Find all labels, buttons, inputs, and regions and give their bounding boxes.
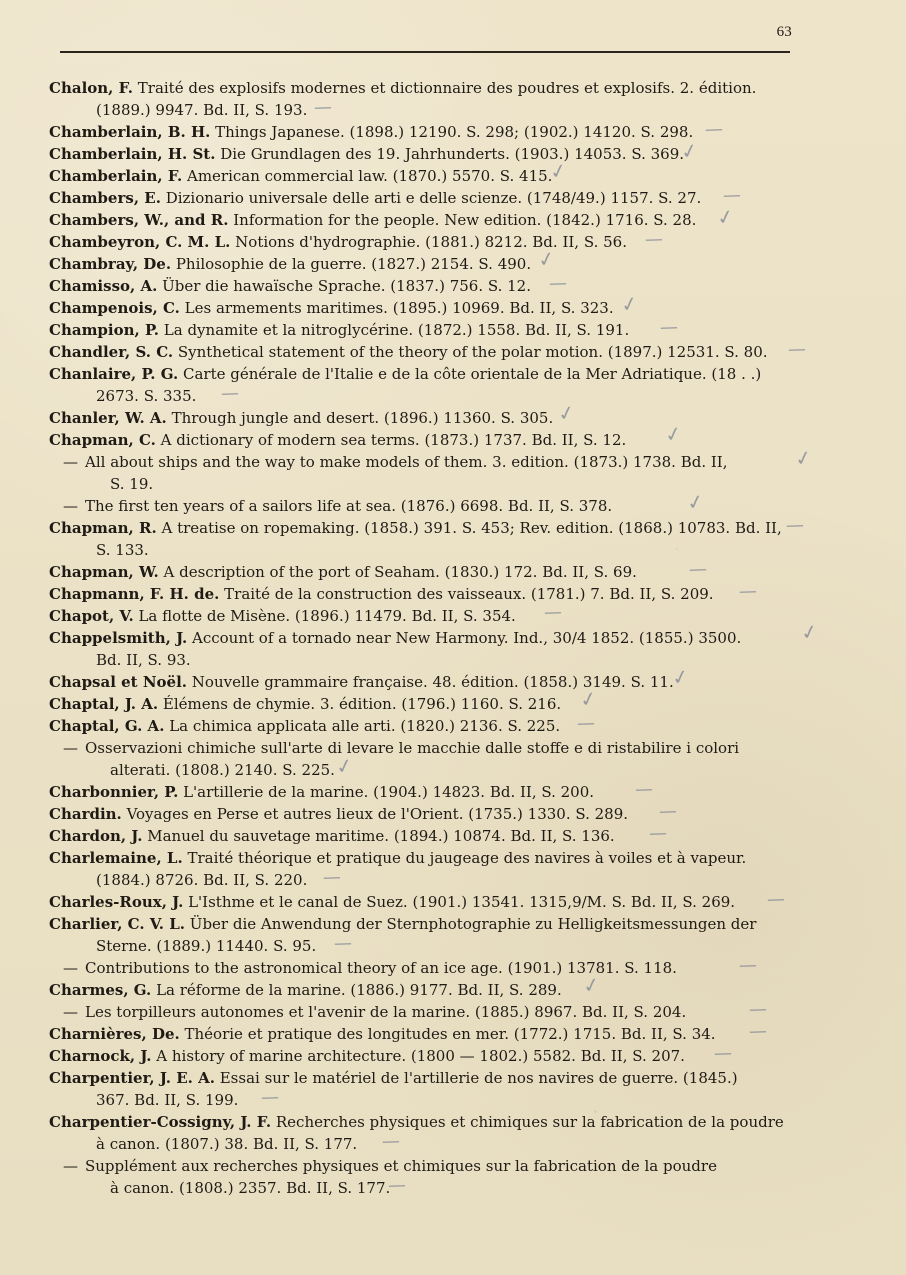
- tick-mark: —: [738, 954, 758, 977]
- entry-text: Nouvelle grammaire française. 48. édition. (1858.) 3149. S. 11.: [191, 673, 674, 691]
- entry-line-continued: [49, 96, 807, 121]
- entry-text: Élémens de chymie. 3. édition. (1796.) 1160. S. 216.: [162, 695, 562, 713]
- entry-line-continued: [49, 382, 807, 407]
- tick-mark: —: [220, 382, 240, 405]
- entry-line: [49, 514, 807, 539]
- tick-mark: —: [644, 228, 664, 251]
- tick-mark: —: [787, 338, 807, 361]
- entry-champenois: [49, 290, 807, 319]
- check-mark: ✓: [577, 685, 600, 713]
- entry-chamberlain-hst: [49, 137, 807, 165]
- entry-text: Dizionario universale delle arti e delle scienze. (1748/49.) 1157. S. 27.: [165, 189, 702, 207]
- entry-charnieres: [49, 1020, 807, 1045]
- entry-text: Voyages en Perse et autres lieux de l'Orient. (1735.) 1330. S. 289.: [126, 805, 629, 823]
- entry-text: La chimica applicata alle arti. (1820.) 2136. S. 225.: [169, 717, 561, 735]
- entry-text: La réforme de la marine. (1886.) 9177. Bd. II, S. 289.: [156, 981, 562, 999]
- entry-chandler: [49, 338, 807, 363]
- entry-charpentier-cossigny-sub: [49, 1155, 807, 1199]
- entry-text: S. 133.: [96, 541, 149, 559]
- tick-mark: —: [381, 1130, 401, 1153]
- entry-author: Chanler, W. A.: [49, 409, 167, 427]
- entry-author: Chamberlain, B. H.: [49, 123, 211, 141]
- entry-text: Traité théorique et pratique du jaugeage des navires à voiles et à vapeur.: [187, 849, 747, 867]
- entry-charpentier-cossigny: [49, 1111, 807, 1155]
- entry-text: 2673. S. 335.: [96, 387, 197, 405]
- entry-line: [49, 272, 807, 297]
- dash-marker: —: [63, 1003, 78, 1021]
- check-mark: ✓: [333, 752, 356, 780]
- entry-author: Chamisso, A.: [49, 277, 158, 295]
- tick-mark: —: [722, 184, 742, 207]
- entry-author: Charlemaine, L.: [49, 849, 183, 867]
- entry-text: Supplément aux recherches physiques et chimiques sur la fabrication de la poudre: [85, 1157, 717, 1175]
- tick-mark: —: [648, 822, 668, 845]
- check-mark: ✓: [714, 203, 737, 231]
- entry-line: [49, 209, 807, 231]
- entry-text: 367. Bd. II, S. 199.: [96, 1091, 239, 1109]
- entry-text: Les armements maritimes. (1895.) 10969. Bd. II, S. 323.: [184, 299, 614, 317]
- entry-author: Chapman, W.: [49, 563, 159, 581]
- entry-line: [49, 888, 807, 913]
- entry-author: Chalon, F.: [49, 79, 133, 97]
- entry-text: S. 19.: [110, 475, 154, 493]
- top-rule: [60, 51, 790, 53]
- tick-mark: —: [322, 866, 342, 889]
- entry-line: [49, 228, 807, 253]
- entry-line: [63, 737, 807, 759]
- entry-text: American commercial law. (1870.) 5570. S. 415.: [186, 167, 553, 185]
- entry-line: [63, 1155, 807, 1177]
- entry-chalon: [49, 77, 807, 121]
- entry-text: A dictionary of modern sea terms. (1873.) 1737. Bd. II, S. 12.: [160, 431, 627, 449]
- entry-text: (1884.) 8726. Bd. II, S. 220.: [96, 871, 308, 889]
- entry-line: [49, 800, 807, 825]
- entry-author: Charnock, J.: [49, 1047, 152, 1065]
- entry-line-continued: [63, 1174, 807, 1199]
- entry-chappelsmith: [49, 618, 821, 671]
- entry-line: [49, 1020, 807, 1045]
- entry-chambeyron: [49, 228, 807, 253]
- check-mark: ✓: [555, 399, 578, 427]
- entry-champion: [49, 316, 807, 341]
- entry-author: Chappelsmith, J.: [49, 629, 188, 647]
- entry-line: [49, 913, 807, 935]
- entry-text: Traité des explosifs modernes et dictionnaire des poudres et explosifs. 2. édition.: [137, 79, 757, 97]
- entry-author: Chardon, J.: [49, 827, 143, 845]
- tick-mark: —: [543, 601, 563, 624]
- entry-author: Chardin.: [49, 805, 122, 823]
- entry-author: Chamberlain, F.: [49, 167, 183, 185]
- check-mark: ✓: [798, 618, 821, 646]
- entry-author: Chamberlain, H. St.: [49, 145, 216, 163]
- entry-chardin: [49, 800, 807, 825]
- entry-text: La dynamite et la nitroglycérine. (1872.) 1558. Bd. II, S. 191.: [163, 321, 630, 339]
- entry-text: Osservazioni chimiche sull'arte di levare le macchie dalle stoffe e di ristabilire i colori: [85, 739, 740, 757]
- entry-author: Chanlaire, P. G.: [49, 365, 179, 383]
- entry-line-continued: [49, 866, 807, 891]
- entry-text: The first ten years of a sailors life at sea. (1876.) 6698. Bd. II, S. 378.: [85, 497, 613, 515]
- entry-text: Über die Anwendung der Sternphotographie zu Helligkeitsmessungen der: [189, 915, 757, 933]
- entry-author: Charbonnier, P.: [49, 783, 179, 801]
- entry-text: Manuel du sauvetage maritime. (1894.) 10874. Bd. II, S. 136.: [147, 827, 615, 845]
- entry-line: [63, 998, 807, 1023]
- entry-charles-roux: [49, 888, 807, 913]
- entry-line-continued: [63, 759, 807, 781]
- page-number: 63: [776, 24, 792, 40]
- entry-chapman-c: [49, 420, 807, 451]
- tick-mark: —: [333, 932, 353, 955]
- check-mark: ✓: [684, 488, 707, 516]
- entry-author: Chapman, R.: [49, 519, 157, 537]
- entry-author: Chapman, C.: [49, 431, 156, 449]
- check-mark: ✓: [535, 245, 558, 273]
- entry-line: [49, 316, 807, 341]
- entry-author: Chaptal, J. A.: [49, 695, 159, 713]
- entry-text: Account of a tornado near New Harmony. Ind., 30/4 1852. (1855.) 3500.: [192, 629, 742, 647]
- entry-text: La flotte de Misène. (1896.) 11479. Bd. II, S. 354.: [138, 607, 516, 625]
- entry-chaptal-ga: [49, 712, 807, 737]
- entry-author: Chambeyron, C. M. L.: [49, 233, 231, 251]
- entry-charmes: [49, 971, 807, 1001]
- entry-line-continued: [49, 1130, 807, 1155]
- entry-charlemaine: [49, 847, 807, 891]
- tick-mark: —: [659, 316, 679, 339]
- entry-line: [63, 495, 807, 517]
- entry-text: A treatise on ropemaking. (1858.) 391. S. 453; Rev. edition. (1868.) 10783. Bd. II,: [161, 519, 782, 537]
- tick-mark: —: [260, 1086, 280, 1109]
- dash-marker: —: [63, 739, 78, 757]
- tick-mark: —: [748, 998, 768, 1021]
- entry-chapman-c-sub-1: [49, 444, 815, 495]
- entry-author: Chapot, V.: [49, 607, 134, 625]
- entry-text: All about ships and the way to make models of them. 3. edition. (1873.) 1738. Bd. II,: [85, 453, 728, 471]
- entry-line: [49, 822, 807, 847]
- entry-charmes-sub: [49, 998, 807, 1023]
- entry-line-continued: [49, 539, 807, 561]
- entry-line: [49, 429, 807, 451]
- entry-line: [49, 143, 807, 165]
- entry-line: [49, 712, 807, 737]
- check-mark: ✓: [662, 420, 685, 448]
- entry-charnock: [49, 1042, 807, 1067]
- entry-chamberlain-bh: [49, 118, 807, 143]
- entry-text: Synthetical statement of the theory of the polar motion. (1897.) 12531. S. 80.: [177, 343, 768, 361]
- entry-text: Traité de la construction des vaisseaux. (1781.) 7. Bd. II, S. 209.: [224, 585, 714, 603]
- entry-line: [49, 979, 807, 1001]
- dash-marker: —: [63, 1157, 78, 1175]
- entry-chapmann: [49, 580, 807, 605]
- entry-text: L'artillerie de la marine. (1904.) 14823. Bd. II, S. 200.: [183, 783, 595, 801]
- entry-chambray: [49, 245, 807, 275]
- tick-mark: —: [658, 800, 678, 823]
- entry-text: Contributions to the astronomical theory of an ice age. (1901.) 13781. S. 118.: [85, 959, 677, 977]
- entry-chambers-e: [49, 184, 807, 209]
- entry-line: [63, 451, 807, 473]
- entry-line: [49, 778, 807, 803]
- entry-text: Information for the people. New edition. (1842.) 1716. S. 28.: [233, 211, 697, 229]
- entry-author: Charpentier-Cossigny, J. F.: [49, 1113, 272, 1131]
- entry-line: [49, 558, 807, 583]
- check-mark: ✓: [792, 444, 815, 472]
- entry-chanler: [49, 399, 807, 429]
- entry-text: Bd. II, S. 93.: [96, 651, 191, 669]
- entry-text: A history of marine architecture. (1800 — 1802.) 5582. Bd. II, S. 207.: [156, 1047, 685, 1065]
- entry-charlier-sub: [49, 954, 807, 979]
- entry-text: Les torpilleurs autonomes et l'avenir de la marine. (1885.) 8967. Bd. II, S. 204.: [85, 1003, 687, 1021]
- tick-mark: —: [766, 888, 786, 911]
- entry-text: Théorie et pratique des longitudes en mer. (1772.) 1715. Bd. II, S. 34.: [184, 1025, 716, 1043]
- check-mark: ✓: [580, 971, 603, 999]
- entry-text: Über die hawaïsche Sprache. (1837.) 756. S. 12.: [162, 277, 531, 295]
- entry-line: [49, 297, 807, 319]
- tick-mark: —: [704, 118, 724, 141]
- entry-author: Charpentier, J. E. A.: [49, 1069, 215, 1087]
- check-mark: ✓: [618, 290, 641, 318]
- entry-line: [49, 407, 807, 429]
- entry-chaptal-ja: [49, 685, 807, 715]
- tick-mark: —: [387, 1174, 407, 1197]
- entry-line: [63, 954, 807, 979]
- tick-mark: —: [634, 778, 654, 801]
- entry-line: [49, 338, 807, 363]
- entry-line: [49, 1111, 807, 1133]
- entry-text: Recherches physiques et chimiques sur la fabrication de la poudre: [275, 1113, 784, 1131]
- entry-line-continued: [49, 649, 807, 671]
- entry-line: [49, 693, 807, 715]
- entry-text: (1889.) 9947. Bd. II, S. 193.: [96, 101, 308, 119]
- entry-author: Champion, P.: [49, 321, 159, 339]
- entry-author: Charnières, De.: [49, 1025, 180, 1043]
- entry-text: Carte générale de l'Italie e de la côte orientale de la Mer Adriatique. (18 . .): [183, 365, 762, 383]
- entry-line: [49, 627, 807, 649]
- entry-chapman-c-sub-2: [49, 488, 807, 517]
- entry-line: [49, 847, 807, 869]
- entry-text: Sterne. (1889.) 11440. S. 95.: [96, 937, 317, 955]
- dash-marker: —: [63, 959, 78, 977]
- entry-line: [49, 1042, 807, 1067]
- check-mark: ✓: [669, 663, 692, 691]
- entry-text: alterati. (1808.) 2140. S. 225.: [110, 761, 335, 779]
- entry-text: Notions d'hydrographie. (1881.) 8212. Bd. II, S. 56.: [235, 233, 627, 251]
- entry-line: [49, 580, 807, 605]
- entry-line: [49, 77, 807, 99]
- entry-chardon: [49, 822, 807, 847]
- dash-marker: —: [63, 497, 78, 515]
- entry-line-continued: [49, 1086, 807, 1111]
- entry-chapot: [49, 601, 807, 627]
- tick-mark: —: [548, 272, 568, 295]
- entry-author: Charmes, G.: [49, 981, 152, 999]
- entry-author: Chambray, De.: [49, 255, 172, 273]
- entry-chaptal-ga-sub: [49, 737, 807, 781]
- entry-text: A description of the port of Seaham. (1830.) 172. Bd. II, S. 69.: [163, 563, 637, 581]
- tick-mark: —: [688, 558, 708, 581]
- tick-mark: —: [785, 514, 805, 537]
- entry-author: Chambers, E.: [49, 189, 161, 207]
- entry-chamberlain-f: [49, 157, 807, 187]
- entry-chanlaire: [49, 363, 807, 407]
- entry-author: Chambers, W., and R.: [49, 211, 229, 229]
- entry-charbonnier: [49, 778, 807, 803]
- entry-text: Die Grundlagen des 19. Jahrhunderts. (1903.) 14053. S. 369.: [220, 145, 685, 163]
- check-mark: ✓: [678, 137, 701, 165]
- entry-line-continued: [63, 473, 807, 495]
- tick-mark: —: [313, 96, 333, 119]
- entry-author: Charlier, C. V. L.: [49, 915, 186, 933]
- entry-chamisso: [49, 272, 807, 297]
- check-mark: ✓: [547, 157, 570, 185]
- entry-chapman-w: [49, 558, 807, 583]
- entry-text: Things Japanese. (1898.) 12190. S. 298; (1902.) 14120. S. 298.: [215, 123, 694, 141]
- entry-line: [49, 671, 807, 693]
- tick-mark: —: [713, 1042, 733, 1065]
- entry-text: L'Isthme et le canal de Suez. (1901.) 13541. 1315,9/M. S. Bd. II, S. 269.: [188, 893, 736, 911]
- entry-line: [49, 118, 807, 143]
- entry-line: [49, 1067, 807, 1089]
- entry-text: à canon. (1807.) 38. Bd. II, S. 177.: [96, 1135, 358, 1153]
- entry-author: Chapmann, F. H. de.: [49, 585, 220, 603]
- entry-charpentier: [49, 1067, 807, 1111]
- entry-author: Charles-Roux, J.: [49, 893, 184, 911]
- entry-line: [49, 165, 807, 187]
- tick-mark: —: [576, 712, 596, 735]
- entry-text: Through jungle and desert. (1896.) 11360. S. 305.: [171, 409, 554, 427]
- entry-author: Chapsal et Noël.: [49, 673, 188, 691]
- entry-charlier: [49, 913, 807, 957]
- entry-line: [49, 363, 807, 385]
- dash-marker: —: [63, 453, 78, 471]
- entry-line: [49, 184, 807, 209]
- entry-chapsal-noel: [49, 663, 807, 693]
- entry-text: Philosophie de la guerre. (1827.) 2154. S. 490.: [175, 255, 532, 273]
- entry-text: à canon. (1808.) 2357. Bd. II, S. 177.: [110, 1179, 391, 1197]
- entry-author: Chaptal, G. A.: [49, 717, 165, 735]
- bibliography-entries: [49, 77, 821, 1199]
- entry-chapman-r: [49, 514, 807, 561]
- tick-mark: —: [748, 1020, 768, 1043]
- entry-author: Champenois, C.: [49, 299, 180, 317]
- entry-line: [49, 253, 807, 275]
- entry-text: Essai sur le matériel de l'artillerie de nos navires de guerre. (1845.): [219, 1069, 738, 1087]
- tick-mark: —: [738, 580, 758, 603]
- entry-chambers-w-r: [49, 203, 807, 231]
- entry-author: Chandler, S. C.: [49, 343, 174, 361]
- entry-line: [49, 601, 807, 627]
- entry-line-continued: [49, 932, 807, 957]
